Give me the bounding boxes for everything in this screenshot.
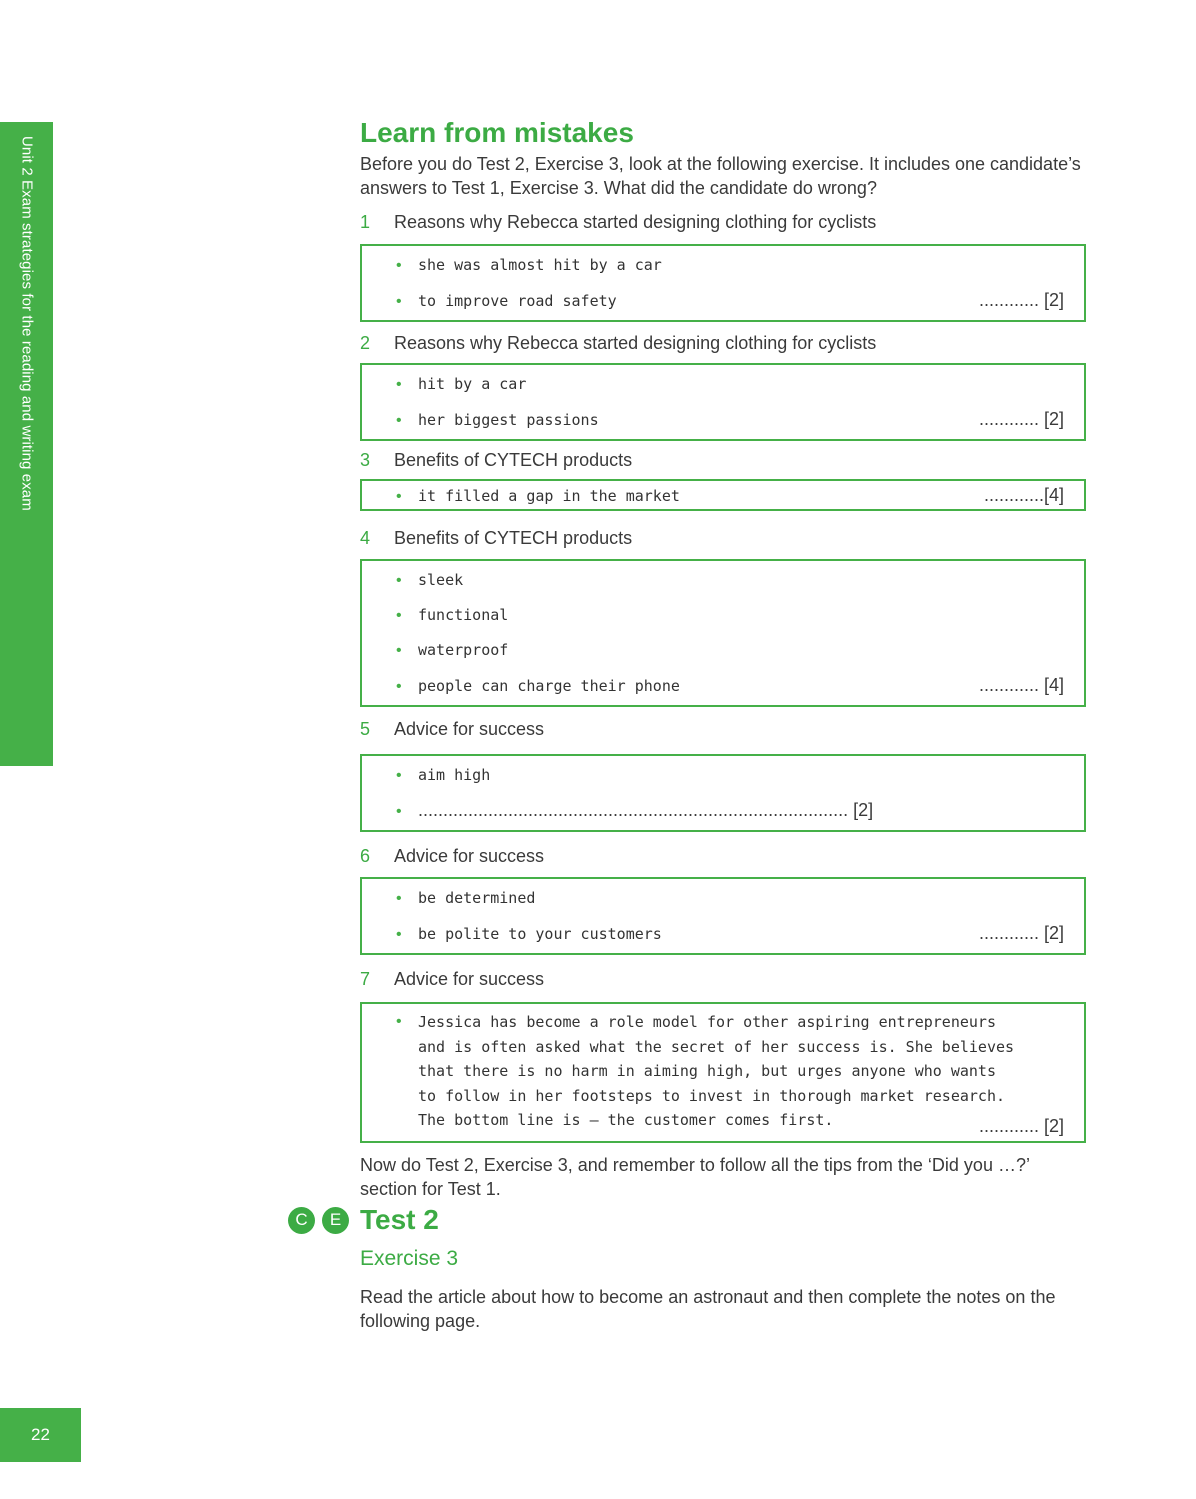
- answer-line: • be polite to your customers ............ [2]: [396, 916, 1064, 951]
- question-label: Reasons why Rebecca started designing clothing for cyclists: [394, 333, 877, 353]
- closing-paragraph: Now do Test 2, Exercise 3, and remember to follow all the tips from the ‘Did you …?’ section for Test 1.: [360, 1154, 1030, 1199]
- answer-line: • sleek: [396, 563, 1064, 598]
- bullet-icon: •: [396, 767, 402, 784]
- question-number: 5: [360, 719, 371, 739]
- bullet-icon: •: [396, 803, 402, 820]
- question-label: Reasons why Rebecca started designing clothing for cyclists: [394, 212, 877, 232]
- question-1: [360, 210, 1086, 234]
- question-number: 4: [360, 528, 371, 548]
- bullet-icon: •: [396, 926, 402, 943]
- bullet-icon: •: [396, 678, 402, 695]
- mark-allocation: ............ [2]: [978, 290, 1064, 310]
- question-6: [360, 844, 1086, 868]
- side-tab-label: Unit 2 Exam strategies for the reading and writing exam: [18, 136, 36, 511]
- answer-box-3: [360, 479, 1086, 511]
- bullet-icon: •: [396, 293, 402, 310]
- question-label: Advice for success: [394, 846, 545, 866]
- question-3: [360, 448, 1086, 472]
- answer-line: • hit by a car: [396, 367, 1064, 402]
- page-number: 22: [0, 1408, 81, 1462]
- answer-line: • waterproof: [396, 633, 1064, 668]
- extended-badge-icon: E: [322, 1207, 349, 1234]
- answer-line: • people can charge their phone ............ [4]: [396, 668, 1064, 703]
- bullet-icon: •: [396, 1013, 402, 1030]
- bullet-icon: •: [396, 376, 402, 393]
- mark-allocation: ............[4]: [983, 485, 1064, 505]
- answer-paragraph: • Jessica has become a role model for other aspiring entrepreneurs and is often asked what the secret of her success is. She believes that there is no harm in aiming high, but urges anyone who wants to follow in her footsteps to invest in thorough market research. The bottom line is – the customer comes first.: [396, 1006, 1064, 1135]
- test-heading: [288, 1204, 439, 1236]
- question-4: [360, 526, 1086, 550]
- bullet-icon: •: [396, 412, 402, 429]
- answer-line: • functional: [396, 598, 1064, 633]
- question-number: 3: [360, 450, 371, 470]
- bullet-icon: •: [396, 607, 402, 624]
- answer-box-6: [360, 877, 1086, 955]
- answer-box-5: [360, 754, 1086, 832]
- mark-allocation: ............ [2]: [978, 1115, 1064, 1136]
- exercise-title: Exercise 3: [360, 1247, 459, 1270]
- bullet-icon: •: [396, 890, 402, 907]
- question-5: [360, 717, 1086, 741]
- question-label: Benefits of CYTECH products: [394, 528, 633, 548]
- answer-line-blank: • ...................................................................................... [2]: [396, 793, 1060, 828]
- question-7: [360, 967, 1086, 991]
- mark-allocation: ............ [2]: [978, 923, 1064, 943]
- intro-paragraph: Before you do Test 2, Exercise 3, look at the following exercise. It includes one candidate’s answers to Test 1, Exercise 3. What did the candidate do wrong?: [360, 154, 1081, 198]
- question-number: 2: [360, 333, 371, 353]
- answer-line: • it filled a gap in the market ............[4]: [396, 481, 1064, 509]
- answer-box-1: [360, 244, 1086, 322]
- answer-box-4: [360, 559, 1086, 707]
- mark-allocation: ............ [2]: [978, 409, 1064, 429]
- bullet-icon: •: [396, 488, 402, 505]
- question-number: 6: [360, 846, 371, 866]
- mark-allocation: ............ [4]: [978, 675, 1064, 695]
- question-number: 7: [360, 969, 371, 989]
- main-content: [360, 114, 1086, 1201]
- answer-line: • to improve road safety ............ [2]: [396, 283, 1064, 318]
- bullet-icon: •: [396, 642, 402, 659]
- answer-line: • her biggest passions ............ [2]: [396, 402, 1064, 437]
- question-label: Benefits of CYTECH products: [394, 450, 633, 470]
- side-tab: [0, 122, 53, 766]
- question-2: [360, 331, 1086, 355]
- bullet-icon: •: [396, 572, 402, 589]
- core-badge-icon: C: [288, 1207, 315, 1234]
- answer-line: • aim high: [396, 758, 1060, 793]
- test-title: Test 2: [360, 1204, 439, 1235]
- question-number: 1: [360, 212, 371, 232]
- question-label: Advice for success: [394, 719, 545, 739]
- answer-box-2: [360, 363, 1086, 441]
- section-title: Learn from mistakes: [360, 117, 634, 148]
- answer-line: • be determined: [396, 881, 1064, 916]
- answer-line: • she was almost hit by a car: [396, 248, 1064, 283]
- question-label: Advice for success: [394, 969, 545, 989]
- exercise-instructions: Read the article about how to become an astronaut and then complete the notes on the following page.: [360, 1287, 1056, 1331]
- answer-box-7: [360, 1002, 1086, 1143]
- bullet-icon: •: [396, 257, 402, 274]
